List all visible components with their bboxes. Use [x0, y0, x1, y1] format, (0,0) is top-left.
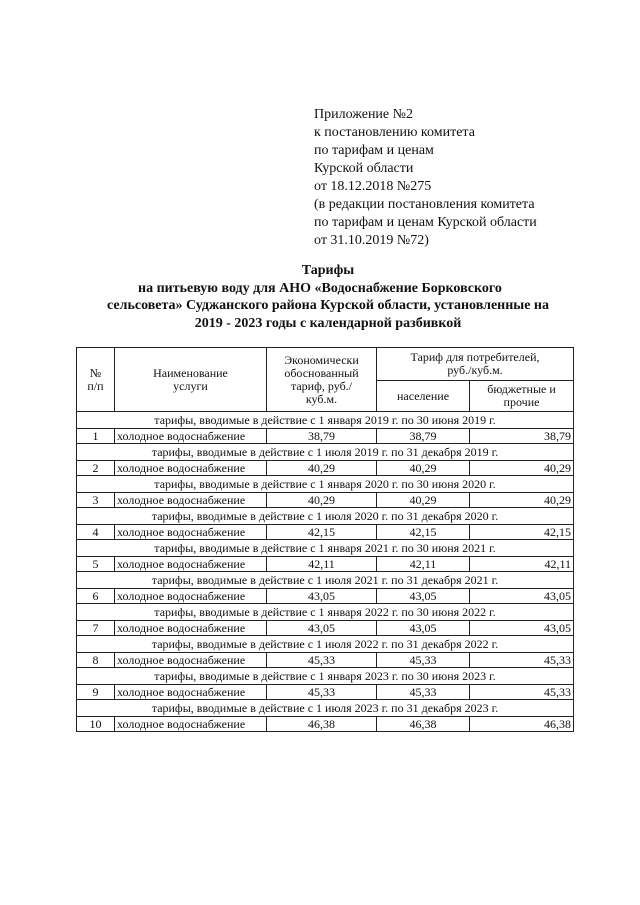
service-name: холодное водоснабжение: [115, 589, 267, 604]
economic-tariff-value: 46,38: [267, 717, 377, 732]
row-number: 8: [77, 653, 115, 668]
period-label: тарифы, вводимые в действие с 1 января 2022 г. по 30 июня 2022 г.: [77, 604, 574, 621]
tariff-table-body: [77, 412, 574, 732]
period-label: тарифы, вводимые в действие с 1 января 2021 г. по 30 июня 2021 г.: [77, 540, 574, 557]
table-row: [77, 717, 574, 732]
period-label: тарифы, вводимые в действие с 1 июля 2023 г. по 31 декабря 2023 г.: [77, 700, 574, 717]
header-economic-tariff: [267, 348, 377, 412]
header-service-name: [115, 348, 267, 412]
budget-tariff-value: 40,29: [470, 461, 574, 476]
header-text: Наименование: [153, 365, 228, 380]
period-label: тарифы, вводимые в действие с 1 июля 2022 г. по 31 декабря 2022 г.: [77, 636, 574, 653]
service-name: холодное водоснабжение: [115, 621, 267, 636]
appendix-line: от 31.10.2019 №72): [314, 233, 429, 248]
period-label: тарифы, вводимые в действие с 1 июля 2019 г. по 31 декабря 2019 г.: [77, 444, 574, 461]
population-tariff-value: 43,05: [377, 621, 470, 636]
header-number: [77, 348, 115, 412]
appendix-header: [314, 106, 614, 250]
population-tariff-value: 45,33: [377, 685, 470, 700]
title-line: 2019 - 2023 годы с календарной разбивкой: [194, 315, 462, 331]
economic-tariff-value: 43,05: [267, 589, 377, 604]
appendix-line: Курской области: [314, 161, 414, 176]
appendix-line: от 18.12.2018 №275: [314, 179, 432, 194]
row-number: 6: [77, 589, 115, 604]
header-text: услуги: [173, 378, 208, 393]
economic-tariff-value: 40,29: [267, 493, 377, 508]
header-text: Тариф для потребителей,: [410, 350, 540, 364]
period-row: [77, 572, 574, 589]
header-text: №: [89, 365, 102, 380]
header-text: бюджетные и: [487, 382, 556, 396]
population-tariff-value: 38,79: [377, 429, 470, 444]
row-number: 3: [77, 493, 115, 508]
table-row: [77, 557, 574, 572]
period-label: тарифы, вводимые в действие с 1 июля 2021 г. по 31 декабря 2021 г.: [77, 572, 574, 589]
title-line: на питьевую воду для АНО «Водоснабжение Борковского: [138, 280, 502, 296]
header-text: п/п: [87, 378, 104, 393]
table-row: [77, 589, 574, 604]
budget-tariff-value: 42,15: [470, 525, 574, 540]
appendix-line: по тарифам и ценам: [314, 143, 434, 158]
budget-tariff-value: 42,11: [470, 557, 574, 572]
period-label: тарифы, вводимые в действие с 1 января 2023 г. по 30 июня 2023 г.: [77, 668, 574, 685]
period-row: [77, 444, 574, 461]
table-row: [77, 685, 574, 700]
period-row: [77, 700, 574, 717]
economic-tariff-value: 42,15: [267, 525, 377, 540]
period-label: тарифы, вводимые в действие с 1 июля 2020 г. по 31 декабря 2020 г.: [77, 508, 574, 525]
population-tariff-value: 40,29: [377, 493, 470, 508]
budget-tariff-value: 38,79: [470, 429, 574, 444]
economic-tariff-value: 38,79: [267, 429, 377, 444]
header-consumer-tariff: [377, 348, 574, 381]
table-row: [77, 525, 574, 540]
budget-tariff-value: 45,33: [470, 685, 574, 700]
budget-tariff-value: 46,38: [470, 717, 574, 732]
economic-tariff-value: 42,11: [267, 557, 377, 572]
period-row: [77, 540, 574, 557]
service-name: холодное водоснабжение: [115, 493, 267, 508]
header-text: куб.м.: [305, 391, 338, 406]
header-text: прочие: [503, 395, 540, 409]
header-text: тариф, руб./: [290, 378, 353, 393]
header-population: [377, 381, 470, 412]
population-tariff-value: 42,11: [377, 557, 470, 572]
period-row: [77, 412, 574, 429]
population-tariff-value: 46,38: [377, 717, 470, 732]
population-tariff-value: 42,15: [377, 525, 470, 540]
population-tariff-value: 43,05: [377, 589, 470, 604]
period-row: [77, 636, 574, 653]
service-name: холодное водоснабжение: [115, 717, 267, 732]
header-budget-other: [470, 381, 574, 412]
title-line: сельсовета» Суджанского района Курской области, установленные на: [107, 298, 549, 313]
service-name: холодное водоснабжение: [115, 653, 267, 668]
appendix-line: (в редакции постановления комитета: [314, 197, 535, 212]
economic-tariff-value: 43,05: [267, 621, 377, 636]
tariff-table: [76, 347, 574, 732]
appendix-line: к постановлению комитета: [314, 125, 475, 140]
table-row: [77, 621, 574, 636]
table-row: [77, 461, 574, 476]
period-label: тарифы, вводимые в действие с 1 января 2019 г. по 30 июня 2019 г.: [77, 412, 574, 429]
row-number: 4: [77, 525, 115, 540]
row-number: 2: [77, 461, 115, 476]
budget-tariff-value: 43,05: [470, 589, 574, 604]
period-row: [77, 668, 574, 685]
table-row: [77, 653, 574, 668]
period-label: тарифы, вводимые в действие с 1 января 2020 г. по 30 июня 2020 г.: [77, 476, 574, 493]
header-text: Экономически: [284, 352, 359, 367]
row-number: 7: [77, 621, 115, 636]
economic-tariff-value: 45,33: [267, 685, 377, 700]
table-row: [77, 493, 574, 508]
row-number: 5: [77, 557, 115, 572]
service-name: холодное водоснабжение: [115, 429, 267, 444]
service-name: холодное водоснабжение: [115, 557, 267, 572]
service-name: холодное водоснабжение: [115, 685, 267, 700]
appendix-line: по тарифам и ценам Курской области: [314, 215, 537, 230]
economic-tariff-value: 45,33: [267, 653, 377, 668]
population-tariff-value: 40,29: [377, 461, 470, 476]
row-number: 1: [77, 429, 115, 444]
title-line: Тарифы: [301, 263, 355, 278]
row-number: 10: [77, 717, 115, 732]
period-row: [77, 508, 574, 525]
economic-tariff-value: 40,29: [267, 461, 377, 476]
period-row: [77, 604, 574, 621]
population-tariff-value: 45,33: [377, 653, 470, 668]
header-text: население: [396, 388, 450, 403]
budget-tariff-value: 43,05: [470, 621, 574, 636]
budget-tariff-value: 40,29: [470, 493, 574, 508]
period-row: [77, 476, 574, 493]
document-title: [58, 262, 598, 332]
table-row: [77, 429, 574, 444]
appendix-line: Приложение №2: [314, 107, 413, 122]
budget-tariff-value: 45,33: [470, 653, 574, 668]
service-name: холодное водоснабжение: [115, 525, 267, 540]
header-text: обоснованный: [284, 365, 359, 380]
row-number: 9: [77, 685, 115, 700]
service-name: холодное водоснабжение: [115, 461, 267, 476]
header-text: руб./куб.м.: [447, 363, 503, 377]
